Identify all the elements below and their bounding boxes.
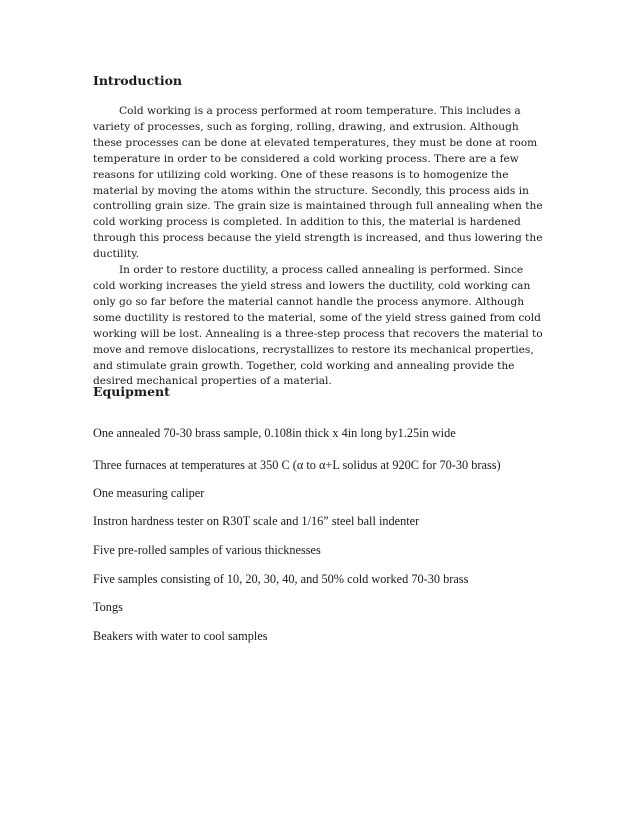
introduction-paragraph: In order to restore ductility, a process called annealing is performed. Since cold working increases the yield stress and lowers the ductility, cold working can only go so far before the material cannot handle the process anymore. Although some ductility is restored to the material, some of the yield stress gained from cold working will be lost. Annealing is a three-step process that recovers the material to move and remove dislocations, recrystallizes to restore its mechanical properties, and stimulate grain growth. Together, cold working and annealing provide the desired mechanical properties of a material. — [93, 264, 543, 388]
equipment-item: Beakers with water to cool samples — [93, 629, 268, 643]
equipment-item: Five samples consisting of 10, 20, 30, 40, and 50% cold worked 70-30 brass — [93, 572, 469, 586]
introduction-body — [93, 104, 545, 390]
equipment-heading: Equipment — [93, 384, 170, 399]
equipment-item: One annealed 70-30 brass sample, 0.108in thick x 4in long by1.25in wide — [93, 426, 456, 440]
equipment-item: Instron hardness tester on R30T scale and 1/16” steel ball indenter — [93, 514, 420, 528]
equipment-item: Three furnaces at temperatures at 350 C (α to α+L solidus at 920C for 70-30 brass) — [93, 458, 501, 472]
introduction-heading: Introduction — [93, 73, 183, 88]
introduction-paragraph: Cold working is a process performed at room temperature. This includes a variety of processes, such as forging, rolling, drawing, and extrusion. Although these processes can be done at elevated temperatures, they must be done at room temperature in order to be considered a cold working process. There are a few reasons for utilizing cold working. One of these reasons is to homogenize the material by moving the atoms within the structure. Secondly, this process aids in controlling grain size. The grain size is maintained through full annealing when the cold working process is completed. In addition to this, the material is hardened through this process because the yield strength is increased, and thus lowering the ductility. — [93, 105, 543, 261]
equipment-item: Five pre-rolled samples of various thicknesses — [93, 543, 321, 557]
equipment-item: One measuring caliper — [93, 486, 205, 500]
equipment-item: Tongs — [93, 600, 123, 614]
